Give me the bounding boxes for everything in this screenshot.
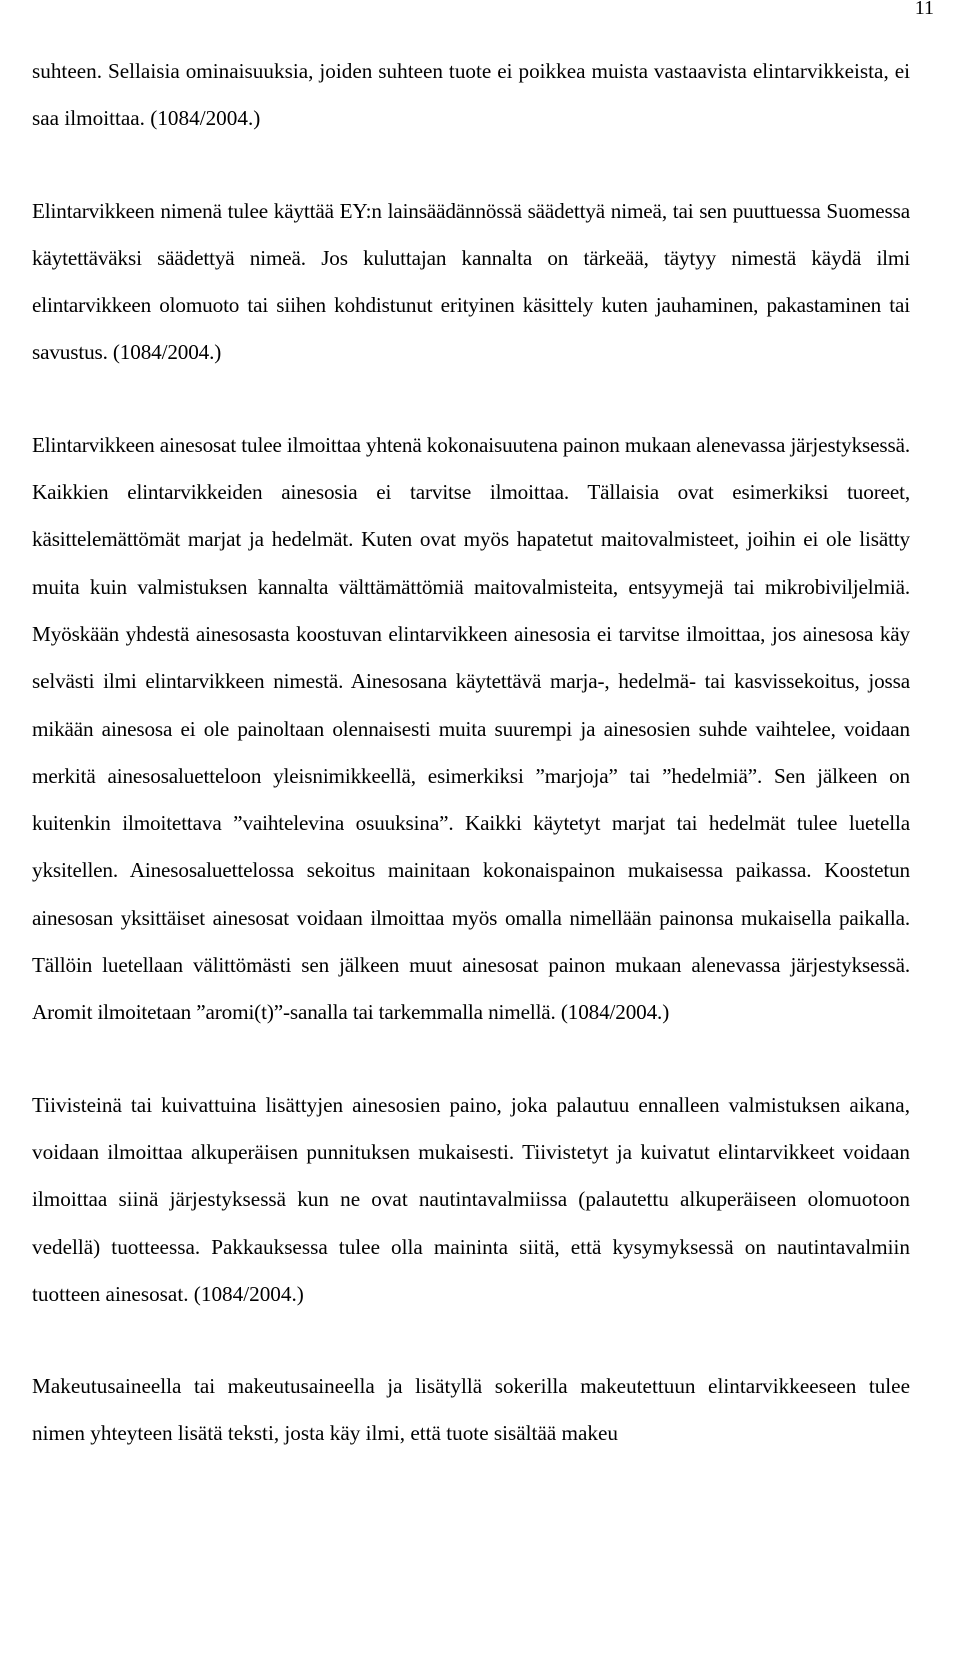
document-body	[32, 48, 910, 1458]
page-number: 11	[914, 0, 934, 19]
paragraph-concentrated-ingredients: Tiivisteinä tai kuivattuina lisättyjen ainesosien paino, joka palautuu ennalleen valmistuksen aikana, voidaan ilmoittaa alkuperäisen punnituksen mukaisesti. Tiivistetyt ja kuivatut elintarvikkeet voidaan ilmoittaa siinä järjestyksessä kun ne ovat nautintavalmiissa (palautettu alkuperäiseen olomuotoon vedellä) tuotteessa. Pakkauksessa tulee olla maininta siitä, että kysymyksessä on nautintavalmiin tuotteen ainesosat. (1084/2004.)	[32, 1092, 910, 1306]
paragraph-ingredients: Elintarvikkeen ainesosat tulee ilmoittaa yhtenä kokonaisuutena painon mukaan alenevassa järjestyksessä. Kaikkien elintarvikkeiden ainesosia ei tarvitse ilmoittaa. Tällaisia ovat esimerkiksi tuoreet, käsittelemättömät marjat ja hedelmät. Kuten ovat myös hapatetut maitovalmisteet, joihin ei ole lisätty muita kuin valmistuksen kannalta välttämättömiä maitovalmisteita, entsyymejä tai mikrobiviljelmiä. Myöskään yhdestä ainesosasta koostuvan elintarvikkeen ainesosia ei tarvitse ilmoittaa, jos ainesosa käy selvästi ilmi elintarvikkeen nimestä. Ainesosana käytettävä marja-, hedelmä- tai kasvissekoitus, jossa mikään ainesosa ei ole painoltaan olennaisesti muita suurempi ja ainesosien suhde vaihtelee, voidaan merkitä ainesosaluetteloon yleisnimikkeellä, esimerkiksi ”marjoja” tai ”hedelmiä”. Sen jälkeen on kuitenkin ilmoitettava ”vaihtelevina osuuksina”. Kaikki käytetyt marjat tai hedelmät tulee luetella yksitellen. Ainesosaluettelossa sekoitus mainitaan kokonaispainon mukaisessa paikassa. Koostetun ainesosan yksittäiset ainesosat voidaan ilmoittaa myös omalla nimellään painonsa mukaisella paikalla. Tällöin luetellaan välittömästi sen jälkeen muut ainesosat painon mukaan alenevassa järjestyksessä. Aromit ilmoitetaan ”aromi(t)”-sanalla tai tarkemmalla nimellä. (1084/2004.)	[32, 432, 910, 1025]
paragraph-sweeteners: Makeutusaineella tai makeutusaineella ja lisätyllä sokerilla makeutettuun elintarvikkeeseen tulee nimen yhteyteen lisätä teksti, josta käy ilmi, että tuote sisältää makeu	[32, 1374, 910, 1446]
paragraph-product-name: Elintarvikkeen nimenä tulee käyttää EY:n lainsäädännössä säädettyä nimeä, tai sen puuttuessa Suomessa käytettäväksi säädettyä nimeä. Jos kuluttajan kannalta on tärkeää, täytyy nimestä käydä ilmi elintarvikkeen olomuoto tai siihen kohdistunut erityinen käsittely kuten jauhaminen, pakastaminen tai savustus. (1084/2004.)	[32, 198, 910, 365]
paragraph-product-properties: suhteen. Sellaisia ominaisuuksia, joiden suhteen tuote ei poikkea muista vastaavista elintarvikkeista, ei saa ilmoittaa. (1084/2004.)	[32, 59, 910, 131]
